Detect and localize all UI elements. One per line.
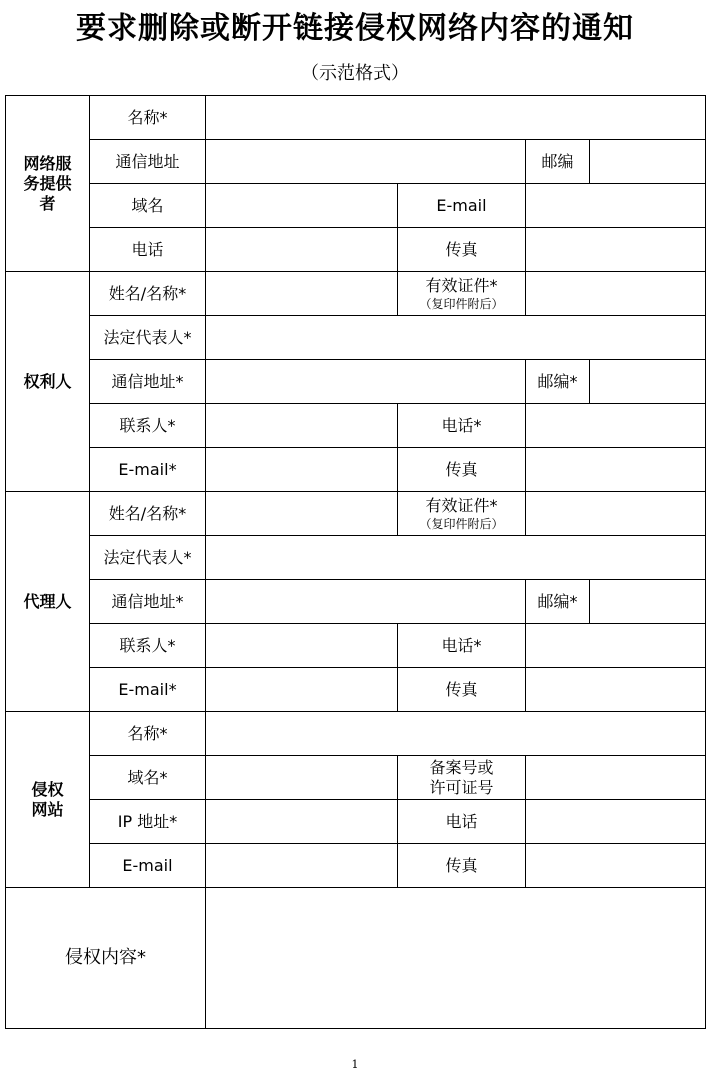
agent-name-label: 姓名/名称*	[90, 492, 206, 536]
holder-legal-rep-label: 法定代表人*	[90, 316, 206, 360]
agent-address-field[interactable]	[206, 580, 526, 624]
site-filing-label-text: 备案号或许可证号	[429, 757, 494, 797]
isp-row-domain	[6, 184, 706, 228]
isp-row-address	[6, 140, 706, 184]
agent-id-label-text: 有效证件*	[425, 495, 498, 515]
agent-row-email	[6, 668, 706, 712]
agent-contact-field[interactable]	[206, 624, 398, 668]
site-email-label: E-mail	[90, 844, 206, 888]
holder-phone-label: 电话*	[398, 404, 526, 448]
isp-postcode-field[interactable]	[590, 140, 706, 184]
site-name-field[interactable]	[206, 712, 706, 756]
site-ip-label: IP 地址*	[90, 800, 206, 844]
agent-row-name	[6, 492, 706, 536]
site-fax-field[interactable]	[526, 844, 706, 888]
site-filing-label	[398, 756, 526, 800]
site-email-field[interactable]	[206, 844, 398, 888]
agent-fax-field[interactable]	[526, 668, 706, 712]
site-filing-field[interactable]	[526, 756, 706, 800]
isp-name-field[interactable]	[206, 96, 706, 140]
holder-address-label: 通信地址*	[90, 360, 206, 404]
isp-section-heading	[6, 96, 90, 272]
isp-postcode-label: 邮编	[526, 140, 590, 184]
holder-section-heading: 权利人	[6, 272, 90, 492]
holder-name-field[interactable]	[206, 272, 398, 316]
isp-address-label: 通信地址	[90, 140, 206, 184]
site-name-label: 名称*	[90, 712, 206, 756]
isp-fax-label: 传真	[398, 228, 526, 272]
agent-phone-label: 电话*	[398, 624, 526, 668]
page-number: 1	[351, 1058, 359, 1071]
holder-id-field[interactable]	[526, 272, 706, 316]
isp-domain-field[interactable]	[206, 184, 398, 228]
isp-row-name	[6, 96, 706, 140]
agent-id-label	[398, 492, 526, 536]
holder-fax-field[interactable]	[526, 448, 706, 492]
holder-postcode-field[interactable]	[590, 360, 706, 404]
holder-name-label: 姓名/名称*	[90, 272, 206, 316]
site-section-heading-text: 侵权网站	[31, 779, 64, 819]
isp-phone-field[interactable]	[206, 228, 398, 272]
agent-phone-field[interactable]	[526, 624, 706, 668]
site-phone-field[interactable]	[526, 800, 706, 844]
holder-row-address	[6, 360, 706, 404]
site-fax-label: 传真	[398, 844, 526, 888]
site-row-email	[6, 844, 706, 888]
holder-id-label	[398, 272, 526, 316]
agent-email-label: E-mail*	[90, 668, 206, 712]
agent-email-field[interactable]	[206, 668, 398, 712]
isp-row-phone	[6, 228, 706, 272]
isp-section-heading-text: 网络服务提供者	[23, 153, 72, 213]
holder-postcode-label: 邮编*	[526, 360, 590, 404]
holder-contact-label: 联系人*	[90, 404, 206, 448]
content-row	[6, 888, 706, 1029]
agent-row-contact	[6, 624, 706, 668]
agent-row-address	[6, 580, 706, 624]
holder-id-label-text: 有效证件*	[425, 275, 498, 295]
notice-form-table	[5, 95, 706, 1029]
isp-phone-label: 电话	[90, 228, 206, 272]
holder-legal-rep-field[interactable]	[206, 316, 706, 360]
agent-postcode-field[interactable]	[590, 580, 706, 624]
agent-contact-label: 联系人*	[90, 624, 206, 668]
isp-email-field[interactable]	[526, 184, 706, 228]
isp-fax-field[interactable]	[526, 228, 706, 272]
agent-id-field[interactable]	[526, 492, 706, 536]
holder-id-note: （复印件附后）	[419, 296, 504, 311]
agent-section-heading: 代理人	[6, 492, 90, 712]
holder-phone-field[interactable]	[526, 404, 706, 448]
holder-address-field[interactable]	[206, 360, 526, 404]
site-domain-field[interactable]	[206, 756, 398, 800]
holder-row-contact	[6, 404, 706, 448]
site-domain-label: 域名*	[90, 756, 206, 800]
agent-fax-label: 传真	[398, 668, 526, 712]
isp-domain-label: 域名	[90, 184, 206, 228]
holder-email-label: E-mail*	[90, 448, 206, 492]
holder-row-legal-rep	[6, 316, 706, 360]
site-ip-field[interactable]	[206, 800, 398, 844]
holder-fax-label: 传真	[398, 448, 526, 492]
agent-legal-rep-field[interactable]	[206, 536, 706, 580]
agent-legal-rep-label: 法定代表人*	[90, 536, 206, 580]
isp-email-label: E-mail	[398, 184, 526, 228]
holder-contact-field[interactable]	[206, 404, 398, 448]
content-heading: 侵权内容*	[6, 888, 206, 1029]
site-row-name	[6, 712, 706, 756]
holder-row-name	[6, 272, 706, 316]
agent-postcode-label: 邮编*	[526, 580, 590, 624]
agent-row-legal-rep	[6, 536, 706, 580]
site-phone-label: 电话	[398, 800, 526, 844]
agent-address-label: 通信地址*	[90, 580, 206, 624]
isp-name-label: 名称*	[90, 96, 206, 140]
holder-row-email	[6, 448, 706, 492]
agent-id-note: （复印件附后）	[419, 516, 504, 531]
site-row-domain	[6, 756, 706, 800]
document-title: 要求删除或断开链接侵权网络内容的通知	[76, 11, 634, 46]
site-section-heading	[6, 712, 90, 888]
agent-name-field[interactable]	[206, 492, 398, 536]
site-row-ip	[6, 800, 706, 844]
content-field[interactable]	[206, 888, 706, 1029]
isp-address-field[interactable]	[206, 140, 526, 184]
document-subtitle: （示范格式）	[301, 63, 409, 84]
holder-email-field[interactable]	[206, 448, 398, 492]
